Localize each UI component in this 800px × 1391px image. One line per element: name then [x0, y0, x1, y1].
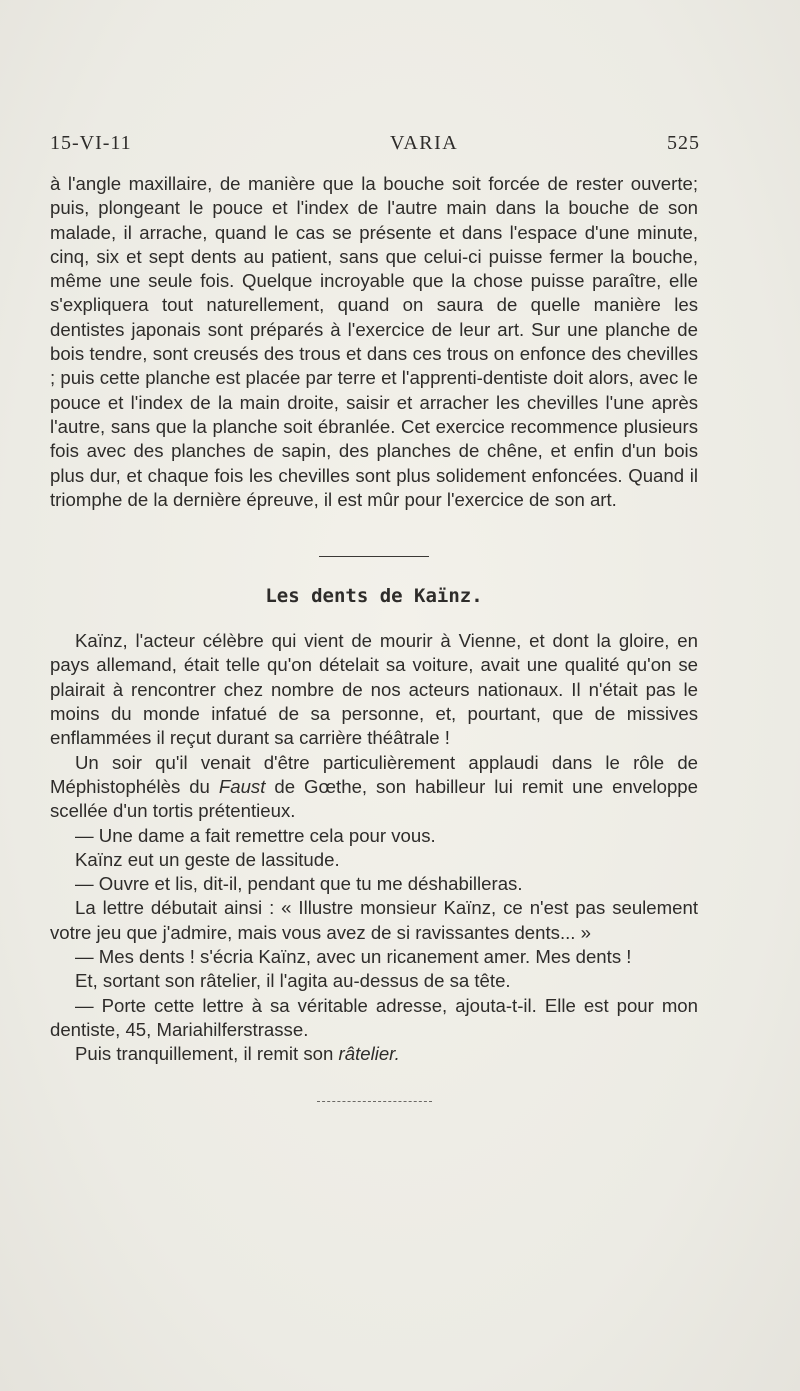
text-run: de Gœthe, son habilleur lui remit une enveloppe scellée d'un tortis prétentieux.	[50, 775, 698, 822]
page-body	[50, 172, 698, 1102]
article-text	[50, 629, 698, 1066]
text-run: Un soir qu'il venait d'être particulièrement applaudi dans le rôle de Méphistophélès du	[50, 751, 698, 797]
running-header	[50, 132, 700, 158]
italic-title: Faust	[218, 775, 266, 797]
dialogue-line: — Porte cette lettre à sa véritable adresse, ajouta-t-il. Elle est pour mon dentiste, 45, Mariahilferstrasse.	[50, 994, 698, 1040]
section-divider	[319, 556, 429, 557]
paragraph: Kaïnz, l'acteur célèbre qui vient de mourir à Vienne, et dont la gloire, en pays allemand, était telle qu'on dételait sa voiture, avait une qualité qu'on se plairait à rencontrer chez nombre de nos acteurs nationaux. Il n'était pas le moins du monde infatué de sa personne, et, pourtant, que de missives enflammées il reçut durant sa carrière théâtrale !	[50, 630, 698, 749]
paragraph	[50, 751, 698, 824]
paragraph: La lettre débutait ainsi : « Illustre monsieur Kaïnz, ce n'est pas seulement votre jeu que j'admire, mais vous avez de si ravissantes dents... »	[50, 897, 698, 943]
section-title: Les dents de Kaïnz.	[265, 585, 483, 608]
paragraph	[50, 1042, 698, 1066]
dialogue-line: — Une dame a fait remettre cela pour vous.	[75, 824, 436, 846]
paragraph: Kaïnz eut un geste de lassitude.	[75, 848, 340, 870]
italic-word: râtelier.	[338, 1043, 400, 1065]
paragraph: Et, sortant son râtelier, il l'agita au-dessus de sa tête.	[75, 970, 511, 992]
header-date: 15-VI-11	[50, 132, 132, 154]
end-ornament	[317, 1101, 432, 1102]
text-run: Puis tranquillement, il remit son	[75, 1043, 339, 1065]
paragraph-continued: à l'angle maxillaire, de manière que la bouche soit forcée de rester ouverte; puis, plongeant le pouce et l'index de l'autre main dans la bouche de son malade, il arrache, quand le cas se présente et dans l'espace d'une minute, cinq, six et sept dents au patient, sans que celui-ci puisse fermer la bouche, même une seule fois. Quelque incroyable que la chose puisse paraître, elle s'expliquera tout naturellement, quand on saura de quelle manière les dentistes japonais sont préparés à l'exercice de leur art. Sur une planche de bois tendre, sont creusés des trous et dans ces trous on enfonce des chevilles ; puis cette planche est placée par terre et l'apprenti-dentiste doit alors, avec le pouce et l'index de la main droite, saisir et arracher les chevilles l'une après l'autre, sans que la planche soit ébranlée. Cet exercice recommence plusieurs fois avec des planches de sapin, des planches de chêne, et enfin d'un bois plus dur, et chaque fois les chevilles sont plus solidement enfoncées. Quand il triomphe de la dernière épreuve, il est mûr pour l'exercice de son art.	[50, 173, 698, 510]
dialogue-line: — Mes dents ! s'écria Kaïnz, avec un ricanement amer. Mes dents !	[75, 946, 632, 968]
dialogue-line: — Ouvre et lis, dit-il, pendant que tu me déshabilleras.	[75, 873, 523, 895]
header-section: VARIA	[390, 132, 459, 154]
page-number: 525	[667, 132, 700, 154]
